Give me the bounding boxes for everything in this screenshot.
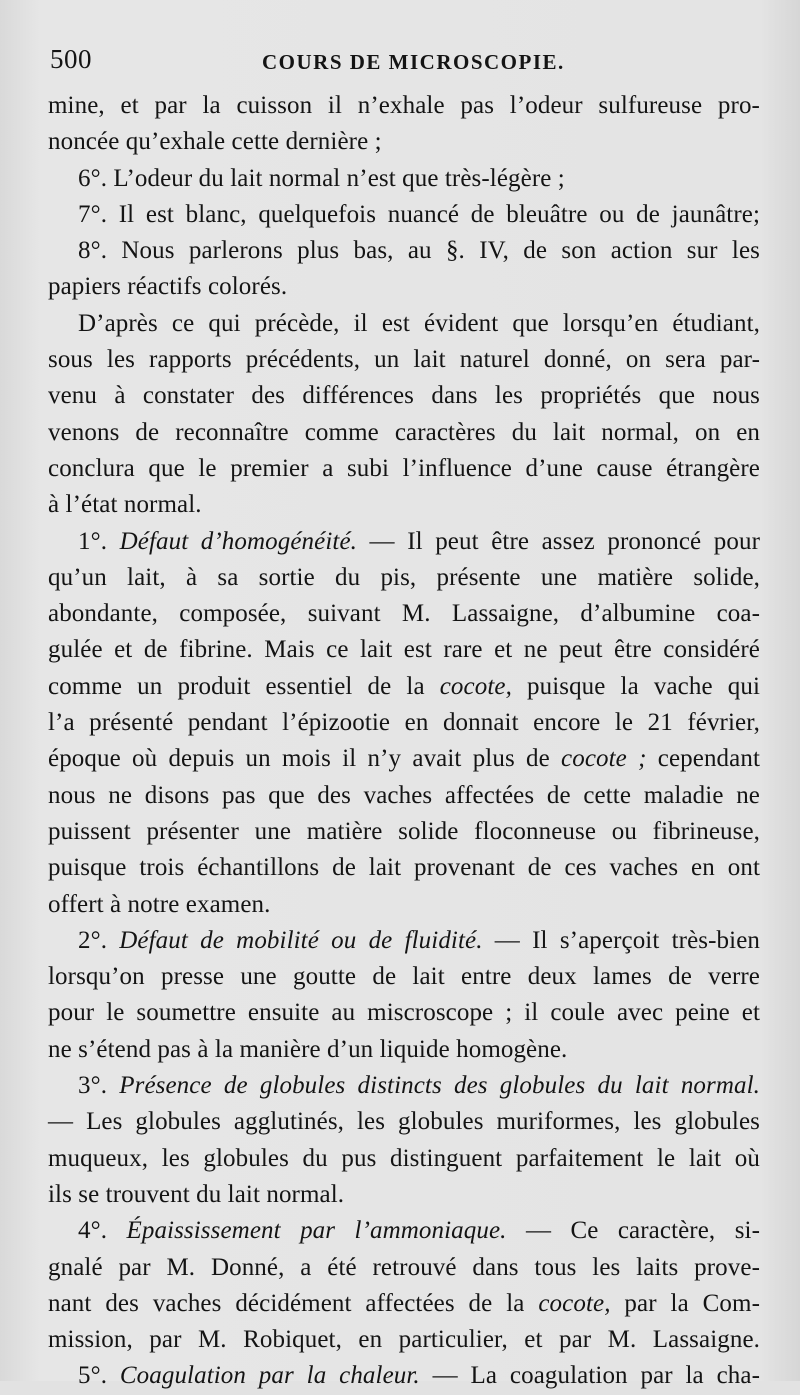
- line-prefix: 2°.: [78, 926, 120, 954]
- text-line: [48, 342, 760, 378]
- text-line: [48, 1250, 760, 1286]
- line-text: l’a présenté pendant l’épizootie en donnait encore le 21 février,: [48, 709, 760, 737]
- text-line: [48, 415, 760, 451]
- italic-heading: Défaut d’homogénéité.: [119, 527, 357, 555]
- body-text: [48, 88, 760, 1395]
- line-text: lorsqu’on presse une goutte de lait entre deux lames de verre: [48, 963, 760, 991]
- line-text: venu à constater des différences dans les propriétés que nous: [48, 382, 760, 410]
- text-line: [48, 1286, 760, 1322]
- text-line: [48, 778, 760, 814]
- italic-heading: Épaississement par l’ammoniaque.: [126, 1217, 507, 1245]
- line-text: sous les rapports précédents, un lait naturel donné, on sera par-: [48, 346, 760, 374]
- line-prefix: 5°.: [78, 1362, 120, 1390]
- text-line: [48, 1068, 760, 1104]
- text-line: [48, 1104, 760, 1140]
- line-text: — Ce caractère, si-: [506, 1217, 761, 1245]
- text-line: [48, 1177, 760, 1213]
- text-line: [48, 451, 760, 487]
- text-line: [48, 632, 760, 668]
- line-text: ne s’étend pas à la manière d’un liquide homogène.: [48, 1035, 568, 1063]
- text-line: [48, 1322, 760, 1358]
- text-line: [48, 959, 760, 995]
- line-text: pour le soumettre ensuite au miscroscope ; il coule avec peine et: [48, 999, 760, 1027]
- line-text: cependant: [646, 745, 760, 773]
- text-line: [48, 887, 760, 923]
- text-line: [48, 705, 760, 741]
- line-text: papiers réactifs colorés.: [48, 273, 288, 301]
- italic-heading: Présence de globules distincts des globules du lait normal.: [119, 1072, 760, 1100]
- line-prefix: 4°.: [78, 1217, 127, 1245]
- text-line: [48, 524, 760, 560]
- line-text: par la Com-: [610, 1289, 760, 1317]
- text-line: [48, 197, 760, 233]
- line-text: — La coagulation par la cha-: [419, 1362, 760, 1390]
- text-line: [48, 1213, 760, 1249]
- line-text: puisque trois échantillons de lait provenant de ces vaches en ont: [48, 854, 760, 882]
- text-line: [48, 487, 760, 523]
- line-text: abondante, composée, suivant M. Lassaigne, d’albumine coa-: [48, 600, 760, 628]
- line-text: muqueux, les globules du pus distinguent parfaitement le lait où: [48, 1144, 760, 1172]
- text-line: [48, 161, 760, 197]
- line-text: à l’état normal.: [48, 491, 202, 519]
- line-text: D’après ce qui précède, il est évident que lorsqu’en étudiant,: [78, 309, 760, 337]
- text-line: [48, 124, 760, 160]
- line-text: conclura que le premier a subi l’influence d’une cause étrangère: [48, 454, 760, 482]
- text-line: [48, 669, 760, 705]
- line-prefix: époque où depuis un mois il n’y avait plus de: [48, 745, 562, 773]
- page-number: 500: [50, 44, 92, 74]
- line-text: 6°. L’odeur du lait normal n’est que très-légère ;: [78, 164, 565, 192]
- page-header: [50, 44, 760, 84]
- line-text: — Il peut être assez prononcé pour: [357, 527, 760, 555]
- line-text: puissent présenter une matière solide floconneuse ou fibrineuse,: [48, 817, 760, 845]
- line-text: puisque la vache qui: [511, 672, 761, 700]
- text-line: [48, 923, 760, 959]
- italic-heading: cocote,: [538, 1289, 611, 1317]
- text-line: [48, 814, 760, 850]
- italic-heading: cocote ;: [561, 745, 647, 773]
- text-line: [48, 560, 760, 596]
- italic-heading: cocote,: [439, 672, 512, 700]
- line-text: gulée et de fibrine. Mais ce lait est rare et ne peut être considéré: [48, 636, 760, 664]
- line-prefix: nant des vaches décidément affectées de la: [48, 1289, 539, 1317]
- text-line: [48, 850, 760, 886]
- text-line: [48, 378, 760, 414]
- text-line: [48, 88, 760, 124]
- line-text: noncée qu’exhale cette dernière ;: [48, 128, 382, 156]
- line-text: offert à notre examen.: [48, 890, 271, 918]
- line-text: mission, par M. Robiquet, en particulier, et par M. Lassaigne.: [48, 1326, 760, 1354]
- running-title: COURS DE MICROSCOPIE.: [262, 50, 565, 74]
- text-line: [48, 995, 760, 1031]
- italic-heading: Coagulation par la chaleur.: [119, 1362, 420, 1390]
- text-line: [48, 741, 760, 777]
- line-text: mine, et par la cuisson il n’exhale pas l’odeur sulfureuse pro-: [48, 92, 760, 119]
- line-text: gnalé par M. Donné, a été retrouvé dans tous les laits prove-: [48, 1253, 760, 1281]
- line-text: 7°. Il est blanc, quelquefois nuancé de bleuâtre ou de jaunâtre;: [78, 200, 760, 228]
- text-line: [48, 306, 760, 342]
- text-line: [48, 596, 760, 632]
- line-text: 8°. Nous parlerons plus bas, au §. IV, de son action sur les: [78, 237, 760, 265]
- text-line: [48, 1358, 760, 1394]
- text-line: [48, 269, 760, 305]
- text-line: [48, 1141, 760, 1177]
- line-text: qu’un lait, à sa sortie du pis, présente une matière solide,: [48, 563, 760, 591]
- line-text: — Il s’aperçoit très-bien: [482, 926, 760, 954]
- line-prefix: 3°.: [78, 1072, 120, 1100]
- line-prefix: comme un produit essentiel de la: [48, 672, 440, 700]
- italic-heading: Défaut de mobilité ou de fluidité.: [119, 926, 483, 954]
- line-text: ils se trouvent du lait normal.: [48, 1180, 345, 1208]
- line-text: nous ne disons pas que des vaches affectées de cette maladie ne: [48, 781, 760, 809]
- line-prefix: 1°.: [78, 527, 120, 555]
- text-line: [48, 233, 760, 269]
- line-text: venons de reconnaître comme caractères du lait normal, on en: [48, 418, 760, 446]
- line-text: — Les globules agglutinés, les globules muriformes, les globules: [48, 1108, 760, 1136]
- text-line: [48, 1032, 760, 1068]
